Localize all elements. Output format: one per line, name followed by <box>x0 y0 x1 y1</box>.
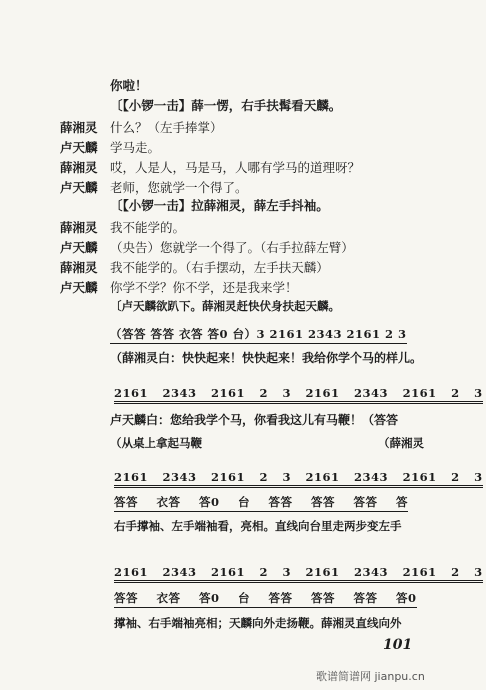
stage-note: （从桌上拿起马鞭 <box>110 436 202 450</box>
stage-note: 右手撑袖、左手端袖看，亮相。直线向台里走两步变左手 <box>114 519 402 533</box>
notation-line: 2161 2343 2161 2 3 2161 2343 2161 2 3 <box>114 470 483 488</box>
dialogue: 什么？（左手捧掌） <box>110 120 223 135</box>
stage-note: 撑袖、右手端袖亮相；天麟向外走扬鞭。薛湘灵直线向外 <box>114 616 402 630</box>
script-line-1: 你啦！ <box>110 78 148 93</box>
watermark: 歌谱简谱网 jianpu.cn <box>316 670 425 683</box>
speaker: 薛湘灵 <box>60 160 98 175</box>
dialogue: 你学不学？你不学，还是我来学！ <box>110 280 298 295</box>
dialogue: 我不能学的。（右手摆动，左手扶天麟） <box>110 260 329 275</box>
dialogue: 学马走。 <box>110 140 161 155</box>
dialogue: 我不能学的。 <box>110 220 186 235</box>
page-number: 101 <box>383 637 413 653</box>
notation-line: 2161 2343 2161 2 3 2161 2343 2161 2 3 <box>114 565 483 583</box>
stage-direction-1: 〔【小锣一击】薛一愣，右手扶髯看天麟。 <box>110 98 342 113</box>
dialogue: （央告）您就学一个得了。（右手拉薛左臂） <box>110 240 354 255</box>
speaker: 卢天麟 <box>60 180 98 195</box>
speaker: 薛湘灵 <box>60 260 98 275</box>
percussion-line: 答答 衣答 答0 台 答答 答答 答答 答0 <box>114 590 417 608</box>
dialogue: 老师，您就学一个得了。 <box>110 180 248 195</box>
lyric-line: （薛湘灵白：快快起来！快快起来！我给你学个马的样儿。 <box>110 351 423 365</box>
speaker: 卢天麟 <box>60 280 98 295</box>
speaker: 卢天麟 <box>60 140 98 155</box>
speaker: 薛湘灵 <box>60 120 98 135</box>
stage-note: （薛湘灵 <box>378 436 424 450</box>
stage-direction-3: 〔卢天麟欲趴下。薛湘灵赶快伏身扶起天麟。 <box>110 299 340 313</box>
speaker: 卢天麟 <box>60 240 98 255</box>
notation-line: 2161 2343 2161 2 3 2161 2343 2161 2 3 <box>114 386 483 404</box>
stage-direction-2: 〔【小锣一击】拉薛湘灵，薛左手抖袖。 <box>110 198 329 213</box>
notation-line: （答答 答答 衣答 答0 台）3 2161 2343 2161 2 3 <box>110 326 407 344</box>
percussion-line: 答答 衣答 答0 台 答答 答答 答答 答 <box>114 494 408 512</box>
lyric-line: 卢天麟白：您给我学个马，你看我这儿有马鞭！（答答 <box>110 413 399 427</box>
speaker: 薛湘灵 <box>60 220 98 235</box>
dialogue: 哎，人是人，马是马，人哪有学马的道理呀？ <box>110 160 361 175</box>
